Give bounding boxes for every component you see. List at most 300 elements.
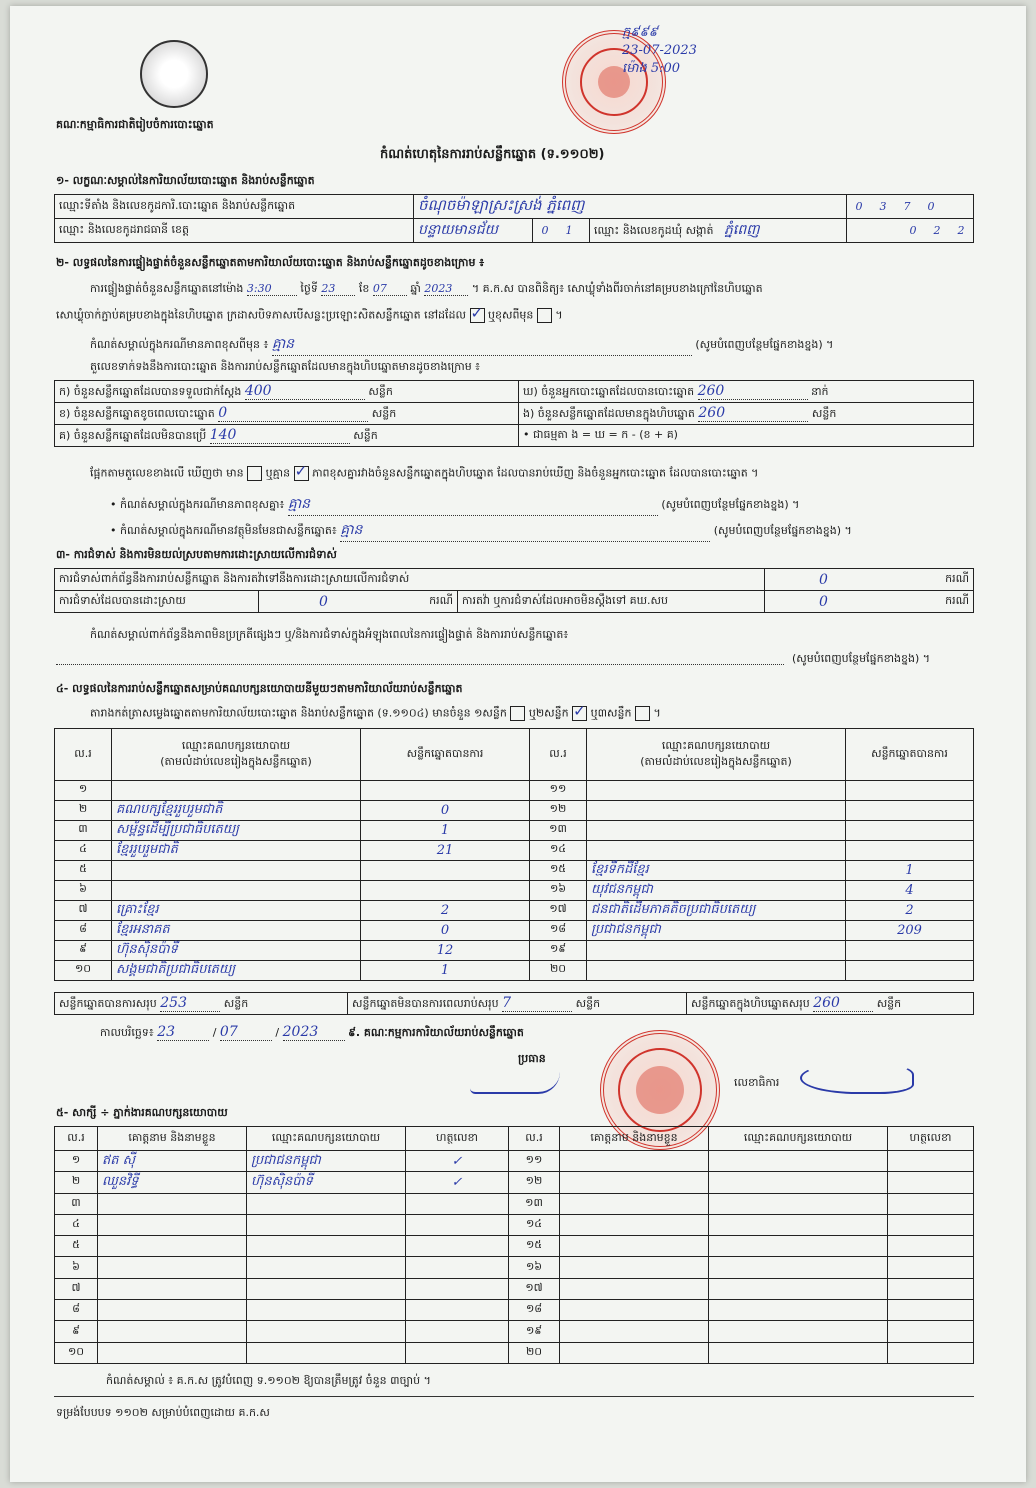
total-valid-value: 253 <box>160 995 220 1012</box>
total-box-unit: សន្លឹក <box>876 996 902 1010</box>
witness-row <box>55 1278 974 1299</box>
witness-name <box>560 1193 709 1214</box>
witness-signature <box>406 1257 509 1278</box>
date-month: 07 <box>220 1024 272 1041</box>
vote-row <box>55 800 974 820</box>
party-name <box>112 880 361 900</box>
total-box-label: សន្លឹកឆ្នោតក្នុងហិបឆ្នោតសរុប <box>691 996 810 1010</box>
total-invalid-unit: សន្លឹក <box>575 996 601 1010</box>
row-no: ១ <box>55 1151 98 1172</box>
party-name <box>587 820 846 840</box>
witness-signature <box>888 1300 974 1321</box>
row-no: ១៤ <box>530 840 587 860</box>
diff-note-hint: (សូមបំពេញបន្ថែមផ្នែកខាងខ្នង) ។ <box>661 498 800 511</box>
witness-signature <box>888 1342 974 1363</box>
witness-name <box>98 1321 247 1342</box>
row-no: ៤ <box>55 840 112 860</box>
row-no: ៧ <box>55 900 112 920</box>
office-code-digit: 0 <box>927 200 935 213</box>
vote-row <box>55 781 974 801</box>
two-sheets-label: ឬ២សន្លឹក <box>528 706 569 720</box>
row-no: ១៨ <box>530 920 587 940</box>
row-no: ៣ <box>55 1193 98 1214</box>
row-no: ១៦ <box>509 1257 560 1278</box>
verification-text: ការផ្ទៀងផ្ទាត់ចំនួនសន្លឹកឆ្នោតនៅម៉ោង <box>90 282 244 295</box>
witness-party <box>709 1151 888 1172</box>
complaint-count: 0 <box>819 571 828 588</box>
row-no: ៨ <box>55 1300 98 1321</box>
witness-signature <box>888 1151 974 1172</box>
witness-row <box>55 1300 974 1321</box>
party-votes: 4 <box>846 880 974 900</box>
commune-value: ភ្នំពេញ <box>724 222 760 238</box>
party-name: ខ្មែររួបរួមជាតិ <box>112 840 361 860</box>
seal-check-line: សោឃ្លុំចាក់ភ្ជាប់គម្របខាងក្នុងនៃហិបឆ្នោត ក្រដាសបិទភាសបើសន្លះប្រឡោះសិតសន្លឹកឆ្នោត នៅដដែល ✓ ឬខុសពីមុន ។ <box>56 308 563 325</box>
figure-label: គ) ចំនួនសន្លឹកឆ្នោតដែលមិនបានប្រើ <box>59 428 207 442</box>
witness-signature <box>406 1193 509 1214</box>
w-col-party: ឈ្មោះគណបក្សនយោបាយ <box>247 1127 406 1151</box>
discrepancy-text: ផ្អែកតាមតួលេខខាងលើ ឃើញថា មាន <box>90 466 244 480</box>
figures-row <box>55 403 974 425</box>
party-votes: 0 <box>361 920 530 940</box>
verification-time: 3:30 <box>247 282 297 296</box>
province-code <box>533 219 590 243</box>
witness-party: ប្រជាជនកម្ពុជា <box>247 1151 406 1172</box>
secretary-label: លេខាធិការ <box>734 1076 780 1089</box>
has-difference-checkbox[interactable] <box>247 466 262 481</box>
witness-party <box>709 1257 888 1278</box>
office-code <box>847 195 974 219</box>
province-code-digit: 1 <box>565 224 573 237</box>
no-difference-checkbox[interactable] <box>294 466 309 481</box>
stamp-line-1: ក្ម៩៩៩ <box>622 25 658 40</box>
col-party-sub-right: (តាមលំដាប់លេខរៀងក្នុងសន្លឹកឆ្នោត) <box>640 754 792 768</box>
verification-month: 07 <box>373 282 407 296</box>
witness-signature <box>888 1278 974 1299</box>
witness-name <box>98 1278 247 1299</box>
row-no: ៦ <box>55 880 112 900</box>
figure-value: 0 <box>218 405 368 422</box>
witness-name: ឥត ស៊ី <box>98 1151 247 1172</box>
row-no: ១៧ <box>509 1278 560 1299</box>
difference-note-value: គ្មាន <box>272 334 692 356</box>
col-votes-right: សន្លឹកឆ្នោតបានការ <box>846 729 974 781</box>
witness-row <box>55 1236 974 1257</box>
complaint-unit: ករណី <box>945 571 969 585</box>
col-party-title: ឈ្មោះគណបក្សនយោបាយ <box>181 738 291 752</box>
appeal-unit: ករណី <box>945 593 969 607</box>
seal-check-text: សោឃ្លុំចាក់ភ្ជាប់គម្របខាងក្នុងនៃហិបឆ្នោត ក្រដាសបិទភាសបើសន្លះប្រឡោះសិតសន្លឹកឆ្នោត នៅដដែល <box>56 308 466 322</box>
party-votes <box>361 781 530 801</box>
day-label: ថ្ងៃទី <box>300 282 318 295</box>
witness-row <box>55 1342 974 1363</box>
witness-name <box>560 1278 709 1299</box>
witness-signature <box>406 1278 509 1299</box>
diff-note-line <box>110 494 980 516</box>
verification-day: 23 <box>321 282 355 296</box>
vote-row <box>55 860 974 880</box>
party-votes <box>846 800 974 820</box>
vote-row <box>55 820 974 840</box>
figure-unit: សន្លឹក <box>368 384 393 398</box>
row-no: ១២ <box>509 1172 560 1193</box>
witness-name <box>98 1236 247 1257</box>
province-value: បន្ទាយមានជ័យ <box>414 219 533 243</box>
col-party-right <box>587 729 846 781</box>
witness-signature <box>406 1300 509 1321</box>
figure-value: 400 <box>245 383 365 400</box>
witness-party <box>247 1278 406 1299</box>
diff-note-value: គ្មាន <box>288 494 658 516</box>
col-no: ល.រ <box>55 729 112 781</box>
row-no: ១០ <box>55 960 112 980</box>
appeal-label: ការតវ៉ា ឬការជំទាស់ដែលអាចមិនស្ដឹងទៅ គឃ.សប <box>458 591 765 613</box>
resolved-unit: ករណី <box>429 593 453 607</box>
row-no: ១៨ <box>509 1300 560 1321</box>
witness-party <box>247 1342 406 1363</box>
province-code-digit: 0 <box>541 224 549 237</box>
row-no: ១៧ <box>530 900 587 920</box>
party-votes: 0 <box>361 800 530 820</box>
witness-signature <box>888 1257 974 1278</box>
witness-name <box>560 1257 709 1278</box>
figure-unit: សន្លឹក <box>811 406 837 420</box>
row-no: ១៥ <box>509 1236 560 1257</box>
difference-note-hint: (សូមបំពេញបន្ថែមផ្នែកខាងខ្នង) ។ <box>695 338 834 351</box>
commune-code <box>847 219 974 243</box>
complaint-note-dots <box>56 652 784 665</box>
witness-name <box>98 1300 247 1321</box>
party-votes: 1 <box>361 960 530 980</box>
witness-name <box>560 1342 709 1363</box>
complaints-table <box>54 568 974 613</box>
row-no: ៨ <box>55 920 112 940</box>
witness-signature <box>888 1236 974 1257</box>
row-no: ១៣ <box>509 1193 560 1214</box>
stamp-line-2: 23-07-2023 <box>622 43 697 58</box>
no-difference-label: ឬគ្មាន <box>265 466 291 480</box>
row-no: ៤ <box>55 1214 98 1235</box>
witness-party <box>709 1193 888 1214</box>
witness-party <box>709 1278 888 1299</box>
different-checkbox[interactable] <box>537 308 552 323</box>
date-label: កាលបរិច្ឆេទ៖ <box>100 1026 154 1039</box>
section4-heading: ៤- លទ្ធផលនៃការរាប់សន្លឹកឆ្នោតសម្រាប់គណបក្សនយោបាយនីមួយៗតាមការិយាល័យរាប់សន្លឹកឆ្នោត <box>56 682 463 695</box>
discrepancy-rest: ភាពខុសគ្នារវាងចំនួនសន្លឹកឆ្នោតក្នុងហិបឆ្នោត ដែលបានរាប់ឃើញ និងចំនួនអ្នកបោះឆ្នោត ដែលបានបោះឆ្នោត ។ <box>312 466 759 480</box>
footer-divider <box>54 1396 974 1397</box>
party-name: ខ្មែរអនាគត <box>112 920 361 940</box>
row-no: ៩ <box>55 940 112 960</box>
witness-name <box>98 1257 247 1278</box>
discrepancy-line <box>90 466 990 483</box>
office-code-digit: 0 <box>855 200 863 213</box>
col-party-title-right: ឈ្មោះគណបក្សនយោបាយ <box>661 738 771 752</box>
party-votes: 2 <box>846 900 974 920</box>
two-sheets-checkbox[interactable] <box>572 706 587 721</box>
nec-emblem <box>140 40 208 108</box>
date-line: កាលបរិច្ឆេទ៖ 23 / 07 / 2023 ៩. គណៈកម្មការការិយាល័យរាប់សន្លឹកឆ្នោត <box>100 1024 524 1040</box>
vote-row <box>55 840 974 860</box>
witness-party <box>247 1300 406 1321</box>
party-name: ប្រជាជនកម្ពុជា <box>587 920 846 940</box>
row-no: ៣ <box>55 820 112 840</box>
witness-row <box>55 1214 974 1235</box>
irregular-note-hint: (សូមបំពេញបន្ថែមផ្នែកខាងខ្នង) ។ <box>713 524 852 537</box>
witness-table <box>54 1126 974 1364</box>
witness-signature: ✓ <box>406 1151 509 1172</box>
party-votes: 1 <box>846 860 974 880</box>
witness-name <box>98 1214 247 1235</box>
party-votes <box>846 840 974 860</box>
w-col-party-right: ឈ្មោះគណបក្សនយោបាយ <box>709 1127 888 1151</box>
figure-value: 260 <box>698 405 808 422</box>
witness-signature: ✓ <box>406 1172 509 1193</box>
row-no: ១៤ <box>509 1214 560 1235</box>
party-name: សម្ព័ន្ធដើម្បីប្រជាធិបតេយ្យ <box>112 820 361 840</box>
w-col-name: គោត្តនាម និងនាមខ្លួន <box>98 1127 247 1151</box>
difference-note-line <box>90 334 980 356</box>
w-col-name-right: គោត្តនាម និងនាមខ្លួន <box>560 1127 709 1151</box>
row-no: ១៥ <box>530 860 587 880</box>
complaint-note: កំណត់សម្គាល់ពាក់ព័ន្ធនឹងភាពមិនប្រក្រតីផ្សេងៗ ឬ/និងការជំទាស់ក្នុងអំឡុងពេលនៃការផ្ទៀងផ្ទាត់ និងការរាប់សន្លឹកឆ្នោត៖ <box>90 628 569 641</box>
form-footer: ទម្រង់បែបបទ ១១០២ សម្រាប់បំពេញដោយ គ.ក.ស <box>56 1406 270 1419</box>
figure-label: ឃ) ចំនួនអ្នកបោះឆ្នោតដែលបានបោះឆ្នោត <box>523 384 695 398</box>
row-no: ១០ <box>55 1342 98 1363</box>
formula-text: • ជាធម្មតា ង = ឃ = ក - (ខ + គ) <box>523 427 678 441</box>
office-code-digit: 3 <box>879 200 887 213</box>
witness-party <box>247 1236 406 1257</box>
office-value: ចំណុចម៉ាឡាស្រះស្រង់ ភ្នំពេញ <box>414 195 847 219</box>
witness-name: ឈួនវិទ្ធី <box>98 1172 247 1193</box>
one-sheet-checkbox[interactable] <box>510 706 525 721</box>
vote-row <box>55 940 974 960</box>
resolved-label: ការជំទាស់ដែលបានដោះស្រាយ <box>55 591 259 613</box>
witness-name <box>98 1193 247 1214</box>
section3-heading: ៣- ការជំទាស់ និងការមិនយល់ស្របតាមការដោះស្រាយលើការជំទាស់ <box>56 548 337 561</box>
figure-unit: សន្លឹក <box>353 428 378 442</box>
party-votes: 21 <box>361 840 530 860</box>
party-votes: 2 <box>361 900 530 920</box>
party-votes <box>846 781 974 801</box>
row-no: ២ <box>55 1172 98 1193</box>
witness-party <box>247 1321 406 1342</box>
witness-signature <box>406 1214 509 1235</box>
total-valid-label: សន្លឹកឆ្នោតបានការសរុប <box>59 996 157 1010</box>
party-name <box>587 940 846 960</box>
row-no: ១៩ <box>530 940 587 960</box>
difference-note-label: កំណត់សម្គាល់ក្នុងករណីមានភាពខុសពីមុន ៖ <box>90 338 269 351</box>
three-sheets-checkbox[interactable] <box>635 706 650 721</box>
figures-table <box>54 380 974 447</box>
w-col-no-right: ល.រ <box>509 1127 560 1151</box>
figure-label: ក) ចំនួនសន្លឹកឆ្នោតដែលបានទទួលជាក់ស្តែង <box>59 384 242 398</box>
party-votes <box>846 820 974 840</box>
commune-label: ឈ្មោះ និងលេខកូដឃុំ សង្កាត់ <box>594 224 714 237</box>
section1-heading: ១- លក្ខណៈសម្គាល់នៃការិយាល័យបោះឆ្នោត និងរាប់សន្លឹកឆ្នោត <box>56 174 315 187</box>
stamp-line-3: ម៉ោង 5:00 <box>622 61 681 76</box>
votes-table <box>54 728 974 981</box>
witness-name <box>98 1342 247 1363</box>
col-no-right: ល.រ <box>530 729 587 781</box>
figure-value: 260 <box>698 383 808 400</box>
w-col-sign-right: ហត្ថលេខា <box>888 1127 974 1151</box>
row-no: ១៩ <box>509 1321 560 1342</box>
diff-note-label: • កំណត់សម្គាល់ក្នុងករណីមានភាពខុសគ្នា៖ <box>110 498 285 511</box>
row-no: ២ <box>55 800 112 820</box>
three-sheets-label: ឬ៣សន្លឹក <box>590 706 632 720</box>
total-invalid-label: សន្លឹកឆ្នោតមិនបានការពេលរាប់សរុប <box>352 996 499 1010</box>
witness-party <box>247 1257 406 1278</box>
total-box-value: 260 <box>813 995 873 1012</box>
office-label: ឈ្មោះទីតាំង និងលេខកូដការិ.បោះឆ្នោត និងរាប់សន្លឹកឆ្នោត <box>55 195 414 219</box>
party-votes: 12 <box>361 940 530 960</box>
party-name <box>587 800 846 820</box>
witness-name <box>560 1214 709 1235</box>
witness-signature <box>888 1193 974 1214</box>
witness-party <box>709 1300 888 1321</box>
witness-party <box>709 1172 888 1193</box>
party-name: ហ៊ុនស៊ិនប៉ាទី <box>112 940 361 960</box>
party-name <box>112 860 361 880</box>
witness-name <box>560 1151 709 1172</box>
vote-row <box>55 920 974 940</box>
date-year: 2023 <box>283 1024 345 1041</box>
witness-row <box>55 1193 974 1214</box>
witness-signature <box>406 1236 509 1257</box>
party-votes: 1 <box>361 820 530 840</box>
stamp-handwriting <box>622 24 697 78</box>
figure-unit: នាក់ <box>811 384 829 398</box>
w-col-sign: ហត្ថលេខា <box>406 1127 509 1151</box>
row-no: ១២ <box>530 800 587 820</box>
witness-party <box>247 1193 406 1214</box>
different-label: ឬខុសពីមុន <box>488 308 534 322</box>
section1-table <box>54 194 974 243</box>
party-votes <box>361 880 530 900</box>
total-invalid-value: 7 <box>502 995 572 1012</box>
irregular-note-label: • កំណត់សម្គាល់ក្នុងករណីមានវត្ថុមិនមែនជាសន្លឹកឆ្នោត៖ <box>110 524 337 537</box>
figures-row <box>55 425 974 447</box>
witness-name <box>560 1321 709 1342</box>
party-votes: 209 <box>846 920 974 940</box>
row-no: ១១ <box>530 781 587 801</box>
party-name <box>112 781 361 801</box>
figure-value: 140 <box>210 427 350 444</box>
year-label: ឆ្នាំ <box>410 282 421 295</box>
commune-code-digit: 2 <box>957 224 965 237</box>
complaint-label: ការជំទាស់ពាក់ព័ន្ធនឹងការរាប់សន្លឹកឆ្នោត និងការតវ៉ាទៅនឹងការដោះស្រាយលើការជំទាស់ <box>55 569 765 591</box>
w-col-no: ល.រ <box>55 1127 98 1151</box>
party-name: គ្រោះខ្មែរ <box>112 900 361 920</box>
figure-label: ខ) ចំនួនសន្លឹកឆ្នោតខូចពេលបោះឆ្នោត <box>59 406 215 420</box>
witness-party <box>709 1236 888 1257</box>
witness-signature <box>406 1321 509 1342</box>
party-votes <box>361 860 530 880</box>
witness-row <box>55 1151 974 1172</box>
col-votes: សន្លឹកឆ្នោតបានការ <box>361 729 530 781</box>
footer-note: កំណត់សម្គាល់ ៖ គ.ក.ស ត្រូវបំពេញ ទ.១១០២ ឱ្យបានត្រឹមត្រូវ ចំនួន ៣ច្បាប់ ។ <box>106 1374 431 1387</box>
section2-heading: ២- លទ្ធផលនៃការផ្ទៀងផ្ទាត់ចំនួនសន្លឹកឆ្នោតតាមការិយាល័យបោះឆ្នោត និងរាប់សន្លឹកឆ្នោតដូចខាងក្រោម ៖ <box>56 256 485 269</box>
office-code-digit: 7 <box>903 200 911 213</box>
complaint-note-hint: (សូមបំពេញបន្ថែមផ្នែកខាងខ្នង) ។ <box>792 652 931 665</box>
row-no: ៩ <box>55 1321 98 1342</box>
witness-row <box>55 1172 974 1193</box>
chair-label: ប្រធាន <box>518 1052 546 1065</box>
party-name: ជនជាតិដើមភាគតិចប្រជាធិបតេយ្យ <box>587 900 846 920</box>
row-no: ៦ <box>55 1257 98 1278</box>
row-no: ៥ <box>55 1236 98 1257</box>
party-name: គណបក្សខ្មែររួបរួមជាតិ <box>112 800 361 820</box>
witness-party <box>709 1321 888 1342</box>
province-label: ឈ្មោះ និងលេខកូដរាជធានី ខេត្ត <box>55 219 414 243</box>
month-label: ខែ <box>358 282 370 295</box>
verification-line <box>90 282 990 298</box>
tally-sheet-line: តារាងកត់ត្រាសម្លេងឆ្នោតតាមការិយាល័យបោះឆ្នោត និងរាប់សន្លឹកឆ្នោត (ទ.១១០៤) មានចំនួន ១សន្លឹក ឬ២សន្លឹក ✓ ឬ៣សន្លឹក ។ <box>90 706 661 723</box>
irregular-note-line <box>110 520 980 542</box>
date-day: 23 <box>157 1024 209 1041</box>
row-no: ៧ <box>55 1278 98 1299</box>
commune-code-digit: 0 <box>909 224 917 237</box>
row-no: ១ <box>55 781 112 801</box>
witness-name <box>560 1236 709 1257</box>
vote-row <box>55 960 974 980</box>
figures-intro: តួលេខទាក់ទងនឹងការបោះឆ្នោត និងការរាប់សន្លឹកឆ្នោតដែលមានក្នុងហិបឆ្នោតមានដូចខាងក្រោម ៖ <box>90 360 481 373</box>
party-name <box>587 840 846 860</box>
witness-signature <box>888 1321 974 1342</box>
party-name <box>587 960 846 980</box>
witness-party: ហ៊ុនស៊ិនប៉ាទី <box>247 1172 406 1193</box>
witness-party <box>247 1214 406 1235</box>
resolved-count: 0 <box>319 593 328 610</box>
org-name: គណៈកម្មាធិការជាតិរៀបចំការបោះឆ្នោត <box>56 118 214 131</box>
irregular-note-value: គ្មាន <box>340 520 710 542</box>
party-name <box>587 781 846 801</box>
tally-sheet-text: តារាងកត់ត្រាសម្លេងឆ្នោតតាមការិយាល័យបោះឆ្នោត និងរាប់សន្លឹកឆ្នោត (ទ.១១០៤) មានចំនួន ១សន្លឹក <box>90 706 507 720</box>
row-no: ៥ <box>55 860 112 880</box>
chair-signature <box>470 1072 560 1094</box>
row-no: ១៦ <box>530 880 587 900</box>
party-votes <box>846 940 974 960</box>
witness-signature <box>406 1342 509 1363</box>
total-valid-unit: សន្លឹក <box>223 996 249 1010</box>
witness-party <box>709 1214 888 1235</box>
figures-row <box>55 381 974 403</box>
party-name: យុវជនកម្ពុជា <box>587 880 846 900</box>
witness-party <box>709 1342 888 1363</box>
totals-table <box>54 992 974 1015</box>
verification-year: 2023 <box>424 282 468 296</box>
form-title: កំណត់ហេតុនៃការរាប់សន្លឹកឆ្នោត (ទ.១១០២) <box>380 147 605 162</box>
party-votes <box>846 960 974 980</box>
party-name: សង្គមជាតិប្រជាធិបតេយ្យ <box>112 960 361 980</box>
row-no: ១១ <box>509 1151 560 1172</box>
col-party-sub: (តាមលំដាប់លេខរៀងក្នុងសន្លឹកឆ្នោត) <box>160 754 312 768</box>
vote-row <box>55 880 974 900</box>
commune-code-digit: 2 <box>933 224 941 237</box>
row-no: ២០ <box>530 960 587 980</box>
section5-heading: ៥- សាក្សី ÷ ភ្នាក់ងារគណបក្សនយោបាយ <box>56 1106 228 1119</box>
appeal-count: 0 <box>819 593 828 610</box>
vote-row <box>55 900 974 920</box>
party-name: ខ្មែរទឹកដីខ្មែរ <box>587 860 846 880</box>
form-sheet <box>10 6 1026 1482</box>
witness-signature <box>888 1214 974 1235</box>
witness-name <box>560 1300 709 1321</box>
col-party <box>112 729 361 781</box>
figure-label: ង) ចំនួនសន្លឹកឆ្នោតដែលមានក្នុងហិបឆ្នោត <box>523 406 695 420</box>
same-checkbox[interactable] <box>470 308 485 323</box>
witness-row <box>55 1257 974 1278</box>
